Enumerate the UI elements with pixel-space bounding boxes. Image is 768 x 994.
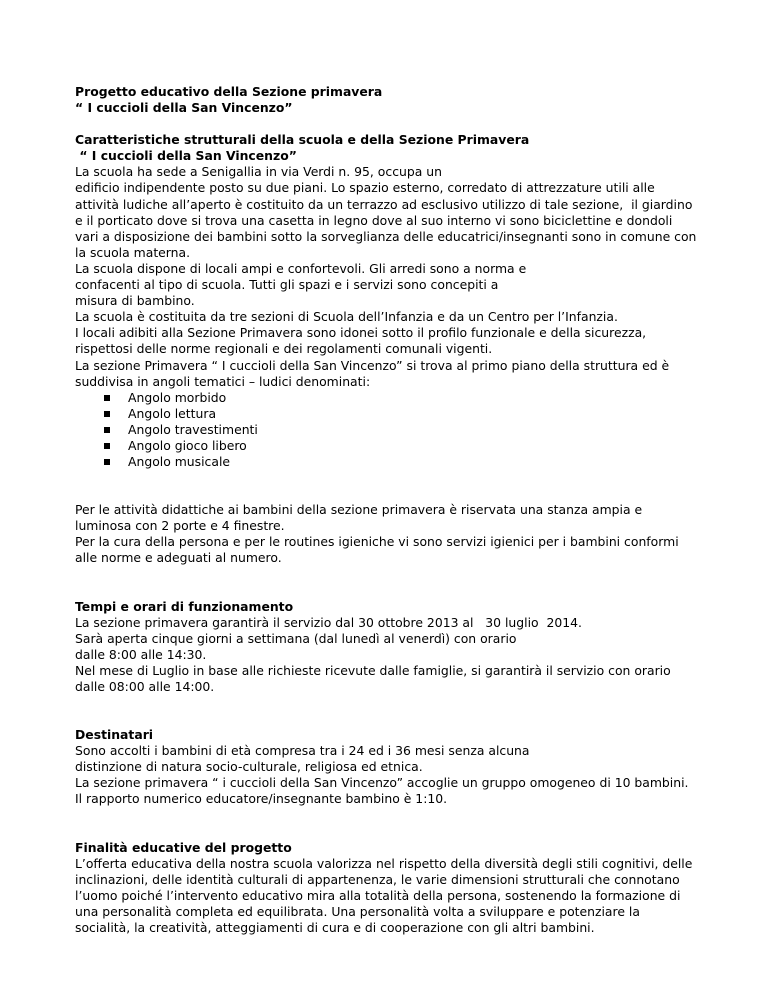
paragraph-line: inclinazioni, delle identità culturali di appartenenza, le varie dimensioni strutturali che connotano: [75, 871, 680, 887]
paragraph-line: La scuola ha sede a Senigallia in via Verdi n. 95, occupa un: [75, 164, 442, 180]
list-item: [104, 422, 705, 438]
section-finalita: [75, 840, 705, 937]
section-heading: Caratteristiche strutturali della scuola e della Sezione Primavera: [75, 132, 530, 148]
list-item-label: Angolo morbido: [128, 389, 227, 405]
paragraph-line: confacenti al tipo di scuola. Tutti gli spazi e i servizi sono concepiti a: [75, 277, 499, 293]
list-item-label: Angolo lettura: [128, 405, 217, 421]
paragraph-line: Sarà aperta cinque giorni a settimana (dal lunedì al venerdì) con orario: [75, 630, 517, 646]
paragraph-line: edificio indipendente posto su due piani. Lo spazio esterno, corredato di attrezzature utili alle: [75, 180, 655, 196]
document-title-line-1: Progetto educativo della Sezione primavera: [75, 84, 383, 99]
paragraph-line: socialità, la creatività, atteggiamenti di cura e di cooperazione con gli altri bambini.: [75, 920, 595, 936]
paragraph-line: luminosa con 2 porte e 4 finestre.: [75, 518, 285, 534]
paragraph-line: e il porticato dove si trova una casetta in legno dove al suo interno vi sono biciclettine e dondoli: [75, 212, 673, 228]
angoli-list: [75, 390, 705, 470]
square-bullet-icon: [104, 427, 110, 433]
section-heading-subtitle: “ I cuccioli della San Vincenzo”: [75, 148, 297, 164]
paragraph-line: dalle 08:00 alle 14:00.: [75, 679, 215, 694]
section-heading: Destinatari: [75, 727, 154, 743]
paragraph-line: Nel mese di Luglio in base alle richieste ricevute dalle famiglie, si garantirà il servizio con orario: [75, 662, 671, 678]
paragraph-line: La scuola è costituita da tre sezioni di Scuola dell’Infanzia e da un Centro per l’Infanzia.: [75, 309, 618, 325]
section-caratteristiche: [75, 132, 705, 566]
paragraph-line: suddivisa in angoli tematici – ludici denominati:: [75, 373, 371, 389]
square-bullet-icon: [104, 443, 110, 449]
list-item-label: Angolo gioco libero: [128, 437, 247, 453]
square-bullet-icon: [104, 411, 110, 417]
square-bullet-icon: [104, 395, 110, 401]
paragraph-line: L’offerta educativa della nostra scuola valorizza nel rispetto della diversità degli stili cognitivi, delle: [75, 855, 693, 871]
list-item: [104, 438, 705, 454]
paragraph-line: la scuola materna.: [75, 244, 191, 260]
paragraph-line: Per la cura della persona e per le routines igieniche vi sono servizi igienici per i bambini conformi: [75, 534, 679, 550]
paragraph-line: alle norme e adeguati al numero.: [75, 550, 282, 566]
section-heading: Finalità educative del progetto: [75, 839, 292, 855]
list-item: [104, 454, 705, 470]
paragraph-line: I locali adibiti alla Sezione Primavera sono idonei sotto il profilo funzionale e della sicurezza,: [75, 325, 647, 341]
paragraph-line: La sezione Primavera “ I cuccioli della San Vincenzo” si trova al primo piano della struttura ed è: [75, 357, 670, 373]
paragraph-line: attività ludiche all’aperto è costituito da un terrazzo ad esclusivo utilizzo di tale sezione, il giardino: [75, 196, 693, 212]
paragraph-line: vari a disposizione dei bambini sotto la sorveglianza delle educatrici/insegnanti sono in comune con: [75, 228, 697, 244]
paragraph-line: misura di bambino.: [75, 293, 195, 309]
paragraph-line: dalle 8:00 alle 14:30.: [75, 646, 207, 662]
square-bullet-icon: [104, 459, 110, 465]
paragraph-line: Il rapporto numerico educatore/insegnante bambino è 1:10.: [75, 791, 448, 807]
list-item-label: Angolo musicale: [128, 454, 231, 470]
paragraph-line: una personalità completa ed equilibrata. Una personalità volta a sviluppare e potenziare la: [75, 903, 640, 919]
paragraph-line: Per le attività didattiche ai bambini della sezione primavera è riservata una stanza ampia e: [75, 502, 643, 518]
section-destinatari: [75, 727, 705, 807]
document-page: [75, 84, 705, 936]
list-item: [104, 406, 705, 422]
paragraph-line: La sezione primavera garantirà il servizio dal 30 ottobre 2013 al 30 luglio 2014.: [75, 614, 582, 630]
list-item-label: Angolo travestimenti: [128, 421, 258, 437]
section-heading: Tempi e orari di funzionamento: [75, 598, 294, 614]
paragraph-line: La sezione primavera “ i cuccioli della San Vincenzo” accoglie un gruppo omogeneo di 10 bambini.: [75, 775, 689, 791]
paragraph-line: rispettosi delle norme regionali e dei regolamenti comunali vigenti.: [75, 341, 493, 357]
paragraph-line: Sono accolti i bambini di età compresa tra i 24 ed i 36 mesi senza alcuna: [75, 743, 530, 759]
paragraph-line: distinzione di natura socio-culturale, religiosa ed etnica.: [75, 759, 423, 775]
section-tempi-orari: [75, 599, 705, 696]
document-title-line-2: “ I cuccioli della San Vincenzo”: [75, 100, 293, 116]
paragraph-line: l’uomo poiché l’intervento educativo mira alla totalità della persona, sostenendo la formazione di: [75, 887, 681, 903]
list-item: [104, 390, 705, 406]
paragraph-line: La scuola dispone di locali ampi e confortevoli. Gli arredi sono a norma e: [75, 260, 527, 276]
